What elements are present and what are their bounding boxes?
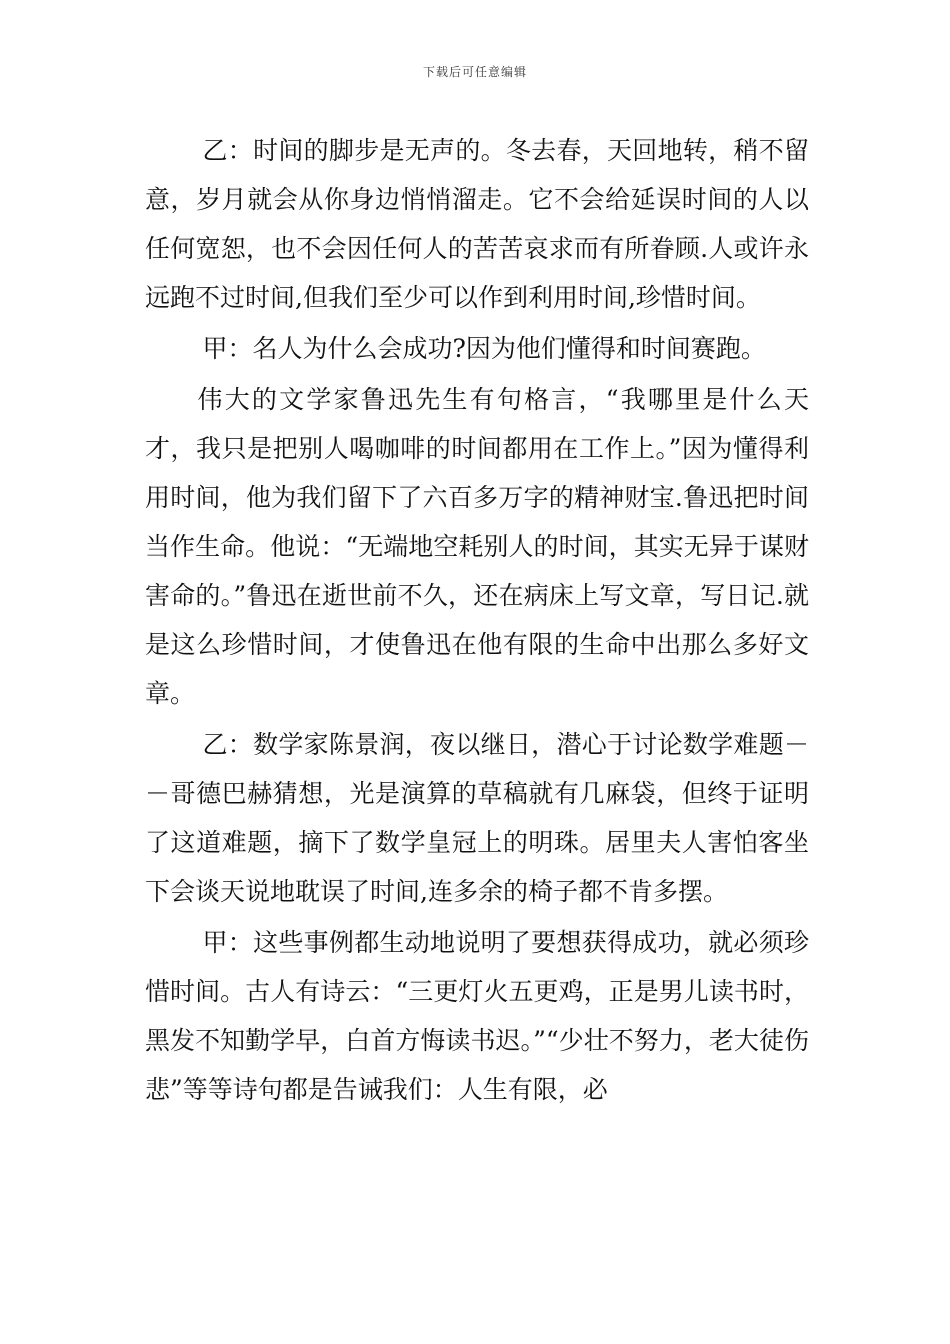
paragraph-jia-famous-people: 甲：名人为什么会成功?因为他们懂得和时间赛跑。 bbox=[202, 334, 766, 363]
document-body bbox=[145, 126, 809, 1114]
paragraph-lu-xun: 伟大的文学家鲁迅先生有句格言，“我哪里是什么天才，我只是把别人喝咖啡的时间都用在工作上。”因为懂得利用时间，他为我们留下了六百多万字的精神财宝.鲁迅把时间当作生命。他说：“无端地空耗别人的时间，其实无异于谋财害命的。”鲁迅在逝世前不久，还在病床上写文章，写日记.就是这么珍惜时间，才使鲁迅在他有限的生命中出那么多好文章。 bbox=[145, 385, 809, 708]
page-header: 下载后可任意编辑 bbox=[422, 65, 527, 79]
paragraph-jia-cherish-time: 甲：这些事例都生动地说明了要想获得成功，就必须珍惜时间。古人有诗云：“三更灯火五更鸡，正是男儿读书时，黑发不知勤学早，白首方悔读书迟。”“少壮不努力，老大徒伤悲”等等诗句都是告诫我们：人生有限，必 bbox=[145, 928, 809, 1104]
paragraph-yi-chen-jingrun: 乙：数学家陈景润，夜以继日，潜心于讨论数学难题－－哥德巴赫猜想，光是演算的草稿就有几麻袋，但终于证明了这道难题，摘下了数学皇冠上的明珠。居里夫人害怕客坐下会谈天说地耽误了时间,连多余的椅子都不肯多摆。 bbox=[145, 730, 809, 906]
paragraph-yi-time-footsteps: 乙：时间的脚步是无声的。冬去春，天回地转，稍不留意，岁月就会从你身边悄悄溜走。它不会给延误时间的人以任何宽恕，也不会因任何人的苦苦哀求而有所眷顾.人或许永远跑不过时间,但我们至少可以作到利用时间,珍惜时间。 bbox=[145, 136, 809, 312]
